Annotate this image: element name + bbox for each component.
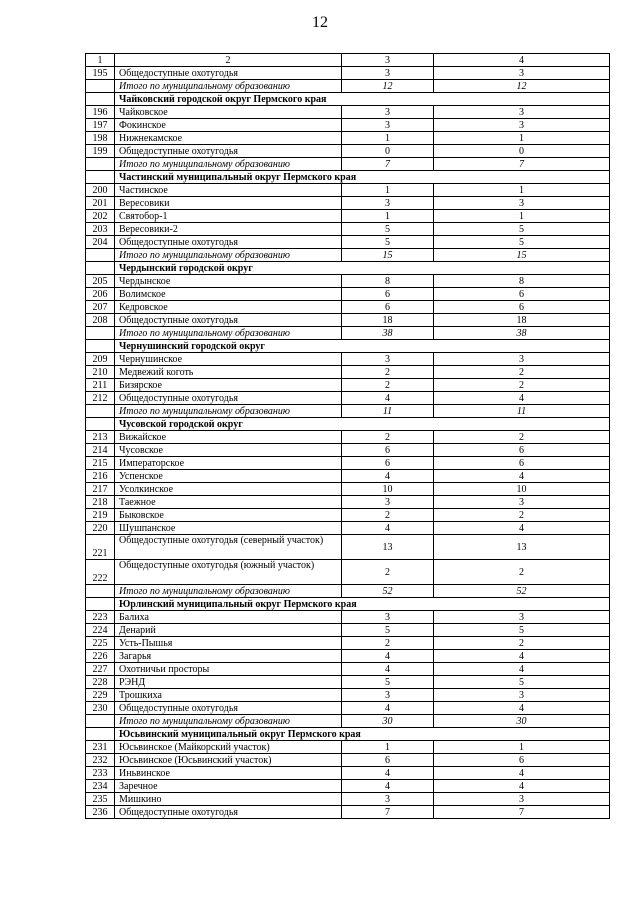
row-number: 234: [86, 780, 115, 793]
value-col3: 5: [342, 223, 434, 236]
column-header-2: 2: [115, 54, 342, 67]
value-col4: 4: [434, 470, 610, 483]
row-number: 212: [86, 392, 115, 405]
section-row: [86, 728, 610, 741]
row-number: 232: [86, 754, 115, 767]
table-row: [86, 754, 610, 767]
table-row: [86, 780, 610, 793]
table-row: [86, 689, 610, 702]
value-col3: 3: [342, 67, 434, 80]
hunting-ground-name: Вижайское: [115, 431, 342, 444]
column-header-1: 1: [86, 54, 115, 67]
value-col3: 0: [342, 145, 434, 158]
total-label: Итого по муниципальному образованию: [115, 158, 342, 171]
value-col4: 6: [434, 754, 610, 767]
row-number-cell: [86, 80, 115, 93]
value-col4: 13: [434, 535, 610, 560]
value-col3: 6: [342, 457, 434, 470]
total-label: Итого по муниципальному образованию: [115, 249, 342, 262]
row-number: 200: [86, 184, 115, 197]
row-number: 219: [86, 509, 115, 522]
row-number-cell: [86, 158, 115, 171]
table-row: [86, 611, 610, 624]
value-col4: 2: [434, 637, 610, 650]
value-col3: 4: [342, 470, 434, 483]
table-row: [86, 288, 610, 301]
hunting-ground-name: Загарья: [115, 650, 342, 663]
value-col3: 1: [342, 210, 434, 223]
hunting-ground-name: Общедоступные охотугодья: [115, 236, 342, 249]
row-number: 230: [86, 702, 115, 715]
value-col4: 3: [434, 793, 610, 806]
table-row: [86, 560, 610, 585]
value-col4: 10: [434, 483, 610, 496]
value-col3: 3: [342, 793, 434, 806]
total-value-col3: 30: [342, 715, 434, 728]
value-col4: 4: [434, 702, 610, 715]
table-row: [86, 806, 610, 819]
total-row: [86, 405, 610, 418]
value-col4: 4: [434, 522, 610, 535]
hunting-ground-name: Императорское: [115, 457, 342, 470]
column-header-3: 3: [342, 54, 434, 67]
value-col4: 4: [434, 663, 610, 676]
row-number-cell: [86, 93, 115, 106]
row-number: 226: [86, 650, 115, 663]
section-title: Чусовской городской округ: [115, 418, 610, 431]
table-row: [86, 483, 610, 496]
row-number: 213: [86, 431, 115, 444]
value-col4: 5: [434, 624, 610, 637]
hunting-ground-name: Общедоступные охотугодья: [115, 702, 342, 715]
hunting-ground-name: Вересовики: [115, 197, 342, 210]
hunting-ground-name: Денарий: [115, 624, 342, 637]
table-row: [86, 624, 610, 637]
hunting-ground-name: Усть-Пышья: [115, 637, 342, 650]
total-value-col3: 38: [342, 327, 434, 340]
value-col4: 4: [434, 780, 610, 793]
value-col4: 2: [434, 366, 610, 379]
value-col3: 6: [342, 288, 434, 301]
value-col3: 2: [342, 366, 434, 379]
section-row: [86, 598, 610, 611]
row-number-cell: [86, 340, 115, 353]
row-number: 225: [86, 637, 115, 650]
total-value-col4: 52: [434, 585, 610, 598]
value-col3: 5: [342, 236, 434, 249]
hunting-ground-name: Балиха: [115, 611, 342, 624]
total-row: [86, 585, 610, 598]
section-row: [86, 262, 610, 275]
value-col4: 3: [434, 67, 610, 80]
value-col3: 4: [342, 650, 434, 663]
section-title: Чайковский городской округ Пермского края: [115, 93, 610, 106]
value-col3: 1: [342, 184, 434, 197]
value-col3: 10: [342, 483, 434, 496]
hunting-ground-name: Общедоступные охотугодья: [115, 392, 342, 405]
total-label: Итого по муниципальному образованию: [115, 715, 342, 728]
row-number: 220: [86, 522, 115, 535]
hunting-ground-name: Заречное: [115, 780, 342, 793]
value-col3: 3: [342, 353, 434, 366]
row-number-cell: [86, 715, 115, 728]
value-col3: 3: [342, 689, 434, 702]
table-header-row: [86, 54, 610, 67]
hunting-ground-name: РЭНД: [115, 676, 342, 689]
total-value-col3: 52: [342, 585, 434, 598]
table-row: [86, 470, 610, 483]
hunting-ground-name: Медвежий коготь: [115, 366, 342, 379]
value-col4: 1: [434, 741, 610, 754]
row-number: 199: [86, 145, 115, 158]
total-value-col3: 7: [342, 158, 434, 171]
row-number: 211: [86, 379, 115, 392]
column-header-4: 4: [434, 54, 610, 67]
value-col4: 4: [434, 392, 610, 405]
value-col3: 4: [342, 392, 434, 405]
value-col3: 6: [342, 444, 434, 457]
row-number-cell: [86, 249, 115, 262]
row-number: 224: [86, 624, 115, 637]
value-col4: 3: [434, 119, 610, 132]
value-col4: 6: [434, 301, 610, 314]
value-col3: 4: [342, 663, 434, 676]
table-row: [86, 210, 610, 223]
row-number: 209: [86, 353, 115, 366]
value-col3: 2: [342, 637, 434, 650]
total-row: [86, 158, 610, 171]
row-number-cell: [86, 327, 115, 340]
total-value-col3: 15: [342, 249, 434, 262]
row-number-cell: [86, 418, 115, 431]
row-number: 201: [86, 197, 115, 210]
hunting-ground-name: Юсьвинское (Юсьвинский участок): [115, 754, 342, 767]
table-row: [86, 67, 610, 80]
table-row: [86, 676, 610, 689]
section-title: Юрлинский муниципальный округ Пермского края: [115, 598, 610, 611]
hunting-ground-name: Быковское: [115, 509, 342, 522]
value-col4: 7: [434, 806, 610, 819]
value-col4: 2: [434, 509, 610, 522]
total-row: [86, 327, 610, 340]
value-col3: 4: [342, 767, 434, 780]
page-number: 12: [312, 14, 328, 31]
value-col4: 6: [434, 457, 610, 470]
table-row: [86, 301, 610, 314]
value-col3: 4: [342, 522, 434, 535]
value-col4: 5: [434, 236, 610, 249]
row-number: 207: [86, 301, 115, 314]
row-number: 195: [86, 67, 115, 80]
value-col4: 3: [434, 496, 610, 509]
value-col3: 8: [342, 275, 434, 288]
value-col3: 3: [342, 611, 434, 624]
value-col4: 3: [434, 611, 610, 624]
table-row: [86, 431, 610, 444]
table-row: [86, 509, 610, 522]
section-row: [86, 418, 610, 431]
total-label: Итого по муниципальному образованию: [115, 327, 342, 340]
row-number: 223: [86, 611, 115, 624]
total-row: [86, 715, 610, 728]
hunting-ground-name: Общедоступные охотугодья: [115, 314, 342, 327]
row-number: 210: [86, 366, 115, 379]
hunting-ground-name: Кедровское: [115, 301, 342, 314]
table-row: [86, 236, 610, 249]
table-row: [86, 650, 610, 663]
section-title: Чердынский городской округ: [115, 262, 610, 275]
total-label: Итого по муниципальному образованию: [115, 585, 342, 598]
section-title: Юсьвинский муниципальный округ Пермского края: [115, 728, 610, 741]
hunting-ground-name: Чусовское: [115, 444, 342, 457]
row-number-cell: [86, 262, 115, 275]
table-row: [86, 184, 610, 197]
total-label: Итого по муниципальному образованию: [115, 405, 342, 418]
value-col3: 3: [342, 119, 434, 132]
value-col4: 3: [434, 353, 610, 366]
total-value-col4: 38: [434, 327, 610, 340]
hunting-ground-name: Частинское: [115, 184, 342, 197]
table-row: [86, 379, 610, 392]
value-col4: 4: [434, 650, 610, 663]
row-number-cell: [86, 598, 115, 611]
value-col3: 13: [342, 535, 434, 560]
table-row: [86, 145, 610, 158]
hunting-grounds-table: [85, 53, 610, 819]
table-row: [86, 366, 610, 379]
table-row: [86, 535, 610, 560]
table-row: [86, 496, 610, 509]
value-col4: 8: [434, 275, 610, 288]
total-value-col3: 12: [342, 80, 434, 93]
hunting-ground-name: Общедоступные охотугодья: [115, 806, 342, 819]
table-row: [86, 392, 610, 405]
hunting-ground-name: Чердынское: [115, 275, 342, 288]
table-row: [86, 522, 610, 535]
row-number: 231: [86, 741, 115, 754]
hunting-ground-name: Шушпанское: [115, 522, 342, 535]
value-col3: 18: [342, 314, 434, 327]
value-col3: 2: [342, 509, 434, 522]
value-col4: 3: [434, 106, 610, 119]
row-number: 221: [86, 535, 115, 560]
section-title: Чернушинский городской округ: [115, 340, 610, 353]
value-col3: 6: [342, 301, 434, 314]
value-col3: 1: [342, 132, 434, 145]
hunting-ground-name: Охотничьи просторы: [115, 663, 342, 676]
row-number: 208: [86, 314, 115, 327]
total-row: [86, 249, 610, 262]
section-row: [86, 93, 610, 106]
row-number: 214: [86, 444, 115, 457]
value-col3: 2: [342, 560, 434, 585]
value-col4: 1: [434, 184, 610, 197]
hunting-ground-name: Таежное: [115, 496, 342, 509]
row-number-cell: [86, 585, 115, 598]
hunting-ground-name: Усолкинское: [115, 483, 342, 496]
row-number: 218: [86, 496, 115, 509]
hunting-ground-name: Успенское: [115, 470, 342, 483]
value-col3: 2: [342, 431, 434, 444]
value-col4: 2: [434, 379, 610, 392]
hunting-ground-name: Вересовики-2: [115, 223, 342, 236]
row-number: 198: [86, 132, 115, 145]
hunting-ground-name: Волимское: [115, 288, 342, 301]
row-number: 229: [86, 689, 115, 702]
table-row: [86, 119, 610, 132]
row-number: 197: [86, 119, 115, 132]
table-row: [86, 444, 610, 457]
row-number: 228: [86, 676, 115, 689]
total-value-col4: 7: [434, 158, 610, 171]
value-col4: 18: [434, 314, 610, 327]
value-col3: 3: [342, 197, 434, 210]
value-col3: 3: [342, 106, 434, 119]
value-col3: 7: [342, 806, 434, 819]
row-number: 196: [86, 106, 115, 119]
total-row: [86, 80, 610, 93]
row-number: 233: [86, 767, 115, 780]
row-number: 216: [86, 470, 115, 483]
total-value-col4: 11: [434, 405, 610, 418]
hunting-ground-name: Иньвинское: [115, 767, 342, 780]
value-col3: 6: [342, 754, 434, 767]
value-col3: 1: [342, 741, 434, 754]
total-value-col3: 11: [342, 405, 434, 418]
table-row: [86, 132, 610, 145]
hunting-ground-name: Святобор-1: [115, 210, 342, 223]
hunting-ground-name: Юсьвинское (Майкорский участок): [115, 741, 342, 754]
row-number: 202: [86, 210, 115, 223]
table-row: [86, 314, 610, 327]
row-number: 203: [86, 223, 115, 236]
value-col4: 1: [434, 210, 610, 223]
hunting-ground-name: Общедоступные охотугодья (северный участок): [115, 535, 342, 560]
value-col4: 3: [434, 689, 610, 702]
row-number-cell: [86, 728, 115, 741]
table-row: [86, 353, 610, 366]
hunting-ground-name: Общедоступные охотугодья (южный участок): [115, 560, 342, 585]
total-value-col4: 12: [434, 80, 610, 93]
value-col4: 4: [434, 767, 610, 780]
hunting-ground-name: Трошкиха: [115, 689, 342, 702]
value-col3: 5: [342, 624, 434, 637]
value-col4: 6: [434, 288, 610, 301]
row-number: 227: [86, 663, 115, 676]
table-row: [86, 793, 610, 806]
value-col4: 0: [434, 145, 610, 158]
row-number: 204: [86, 236, 115, 249]
value-col4: 6: [434, 444, 610, 457]
section-row: [86, 340, 610, 353]
row-number: 222: [86, 560, 115, 585]
table-row: [86, 767, 610, 780]
table-row: [86, 106, 610, 119]
table-row: [86, 637, 610, 650]
row-number: 235: [86, 793, 115, 806]
total-label: Итого по муниципальному образованию: [115, 80, 342, 93]
hunting-ground-name: Чернушинское: [115, 353, 342, 366]
table-row: [86, 457, 610, 470]
row-number-cell: [86, 171, 115, 184]
value-col3: 3: [342, 496, 434, 509]
total-value-col4: 30: [434, 715, 610, 728]
value-col4: 5: [434, 223, 610, 236]
total-value-col4: 15: [434, 249, 610, 262]
row-number: 206: [86, 288, 115, 301]
row-number: 236: [86, 806, 115, 819]
row-number: 217: [86, 483, 115, 496]
row-number-cell: [86, 405, 115, 418]
value-col3: 2: [342, 379, 434, 392]
row-number: 205: [86, 275, 115, 288]
value-col3: 4: [342, 702, 434, 715]
table-row: [86, 741, 610, 754]
row-number: 215: [86, 457, 115, 470]
table-row: [86, 197, 610, 210]
table-row: [86, 702, 610, 715]
section-row: [86, 171, 610, 184]
hunting-ground-name: Нижнекамское: [115, 132, 342, 145]
hunting-ground-name: Чайковское: [115, 106, 342, 119]
value-col4: 2: [434, 431, 610, 444]
value-col3: 4: [342, 780, 434, 793]
hunting-ground-name: Общедоступные охотугодья: [115, 67, 342, 80]
hunting-ground-name: Бизярское: [115, 379, 342, 392]
hunting-ground-name: Мишкино: [115, 793, 342, 806]
value-col4: 1: [434, 132, 610, 145]
value-col4: 2: [434, 560, 610, 585]
section-title: Частинский муниципальный округ Пермского края: [115, 171, 610, 184]
table-row: [86, 663, 610, 676]
hunting-ground-name: Фокинское: [115, 119, 342, 132]
value-col4: 5: [434, 676, 610, 689]
value-col3: 5: [342, 676, 434, 689]
table-row: [86, 275, 610, 288]
value-col4: 3: [434, 197, 610, 210]
hunting-ground-name: Общедоступные охотугодья: [115, 145, 342, 158]
table-row: [86, 223, 610, 236]
